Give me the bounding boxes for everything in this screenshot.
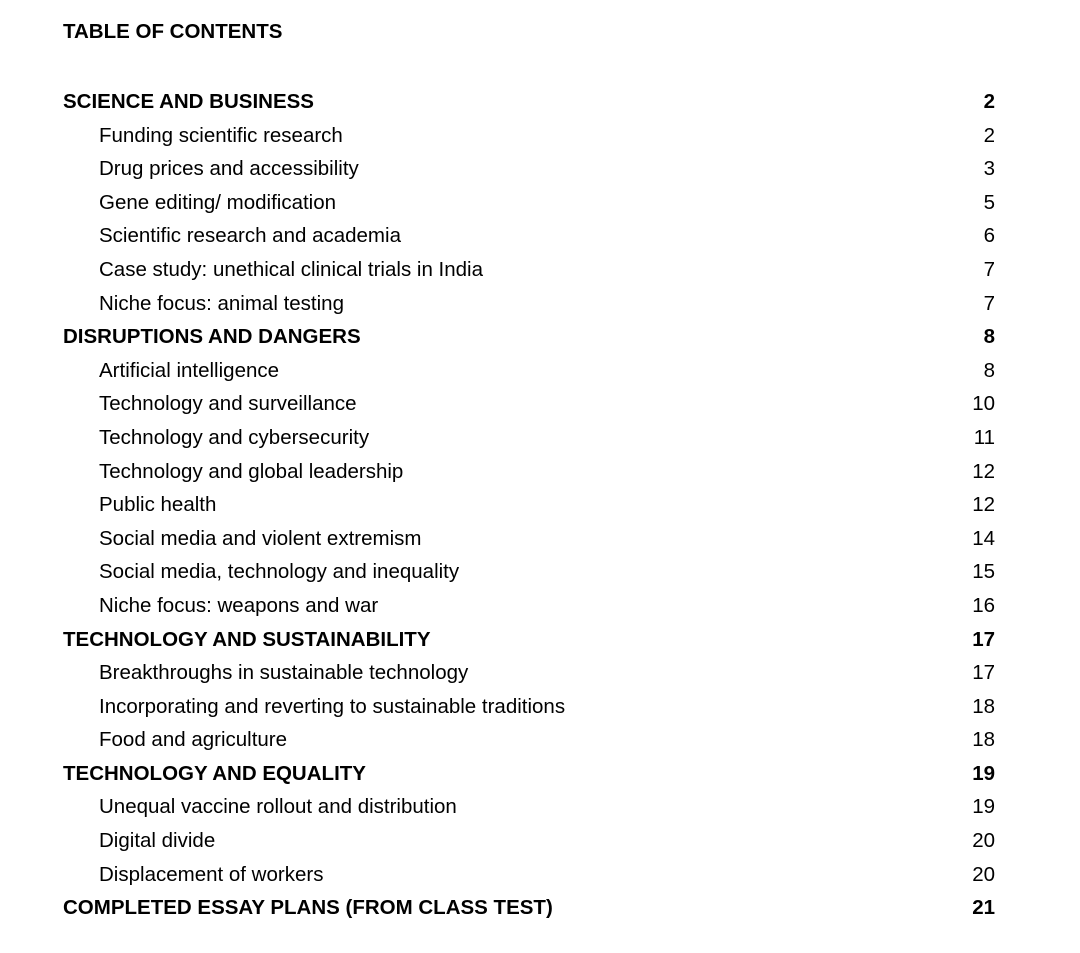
toc-entry-page: 19	[972, 761, 995, 785]
toc-entry-label: Displacement of workers	[99, 862, 324, 886]
toc-entry-page: 5	[983, 190, 995, 214]
toc-entry-label: Technology and surveillance	[99, 392, 357, 416]
toc-entry-label: Niche focus: animal testing	[99, 291, 344, 315]
toc-entry-label: Unequal vaccine rollout and distribution	[99, 795, 457, 819]
toc-entry[interactable]	[63, 119, 995, 153]
toc-entry-label: Technology and global leadership	[99, 459, 404, 483]
toc-entry-label: Food and agriculture	[99, 728, 288, 752]
toc-entry-label: Technology and cybersecurity	[99, 425, 370, 449]
toc-entry-label: Incorporating and reverting to sustainable traditions	[99, 694, 566, 718]
toc-entry-label: DISRUPTIONS AND DANGERS	[63, 325, 361, 349]
toc-list	[63, 85, 995, 925]
toc-entry-page: 20	[972, 829, 995, 853]
toc-entry[interactable]	[63, 824, 995, 858]
toc-entry-page: 2	[983, 123, 995, 147]
toc-entry-page: 17	[972, 627, 995, 651]
toc-entry-label: COMPLETED ESSAY PLANS (FROM CLASS TEST)	[63, 896, 553, 920]
toc-entry-label: Digital divide	[99, 829, 216, 853]
toc-entry-section[interactable]	[63, 891, 995, 925]
toc-entry-page: 12	[972, 459, 995, 483]
toc-entry-page: 19	[972, 795, 995, 819]
toc-entry-page: 14	[972, 526, 995, 550]
toc-entry-section[interactable]	[63, 85, 995, 119]
toc-entry[interactable]	[63, 387, 995, 421]
toc-entry-label: Drug prices and accessibility	[99, 157, 359, 181]
toc-title: TABLE OF CONTENTS	[63, 20, 283, 43]
toc-entry-page: 18	[972, 694, 995, 718]
toc-entry-label: Artificial intelligence	[99, 358, 280, 382]
toc-entry[interactable]	[63, 488, 995, 522]
toc-entry[interactable]	[63, 790, 995, 824]
toc-entry-label: Social media and violent extremism	[99, 526, 422, 550]
toc-entry-label: TECHNOLOGY AND EQUALITY	[63, 761, 366, 785]
toc-entry-section[interactable]	[63, 623, 995, 657]
toc-entry-label: Niche focus: weapons and war	[99, 593, 379, 617]
toc-entry-label: Case study: unethical clinical trials in India	[99, 257, 483, 281]
toc-entry[interactable]	[63, 354, 995, 388]
toc-entry[interactable]	[63, 152, 995, 186]
toc-entry-label: TECHNOLOGY AND SUSTAINABILITY	[63, 627, 431, 651]
toc-entry[interactable]	[63, 421, 995, 455]
toc-entry-page: 8	[983, 325, 995, 349]
toc-entry-page: 11	[973, 425, 995, 449]
toc-entry-page: 10	[972, 392, 995, 416]
toc-entry-label: Gene editing/ modification	[99, 190, 337, 214]
toc-entry-label: Scientific research and academia	[99, 224, 401, 248]
toc-entry-label: Public health	[99, 493, 217, 517]
toc-entry-page: 15	[972, 560, 995, 584]
toc-entry-label: Breakthroughs in sustainable technology	[99, 661, 469, 685]
toc-entry-page: 7	[983, 257, 995, 281]
toc-entry-page: 21	[972, 896, 995, 920]
toc-entry-page: 17	[972, 661, 995, 685]
toc-entry[interactable]	[63, 555, 995, 589]
toc-entry-page: 7	[983, 291, 995, 315]
toc-entry[interactable]	[63, 723, 995, 757]
toc-entry-page: 20	[972, 862, 995, 886]
toc-entry-page: 6	[983, 224, 995, 248]
toc-entry-label: SCIENCE AND BUSINESS	[63, 90, 314, 113]
toc-entry-page: 3	[983, 157, 995, 181]
toc-entry[interactable]	[63, 219, 995, 253]
toc-entry[interactable]	[63, 253, 995, 287]
toc-entry[interactable]	[63, 589, 995, 623]
toc-entry-page: 2	[983, 90, 995, 113]
toc-entry-label: Social media, technology and inequality	[99, 560, 460, 584]
toc-entry[interactable]	[63, 858, 995, 892]
toc-entry-section[interactable]	[63, 757, 995, 791]
toc-entry-label: Funding scientific research	[99, 123, 343, 147]
toc-entry-page: 18	[972, 728, 995, 752]
toc-entry-page: 16	[972, 593, 995, 617]
toc-entry-page: 8	[983, 358, 995, 382]
toc-entry[interactable]	[63, 522, 995, 556]
toc-entry-page: 12	[972, 493, 995, 517]
toc-entry[interactable]	[63, 455, 995, 489]
toc-entry[interactable]	[63, 690, 995, 724]
toc-entry[interactable]	[63, 656, 995, 690]
toc-entry-section[interactable]	[63, 320, 995, 354]
toc-entry[interactable]	[63, 287, 995, 321]
toc-entry[interactable]	[63, 186, 995, 220]
